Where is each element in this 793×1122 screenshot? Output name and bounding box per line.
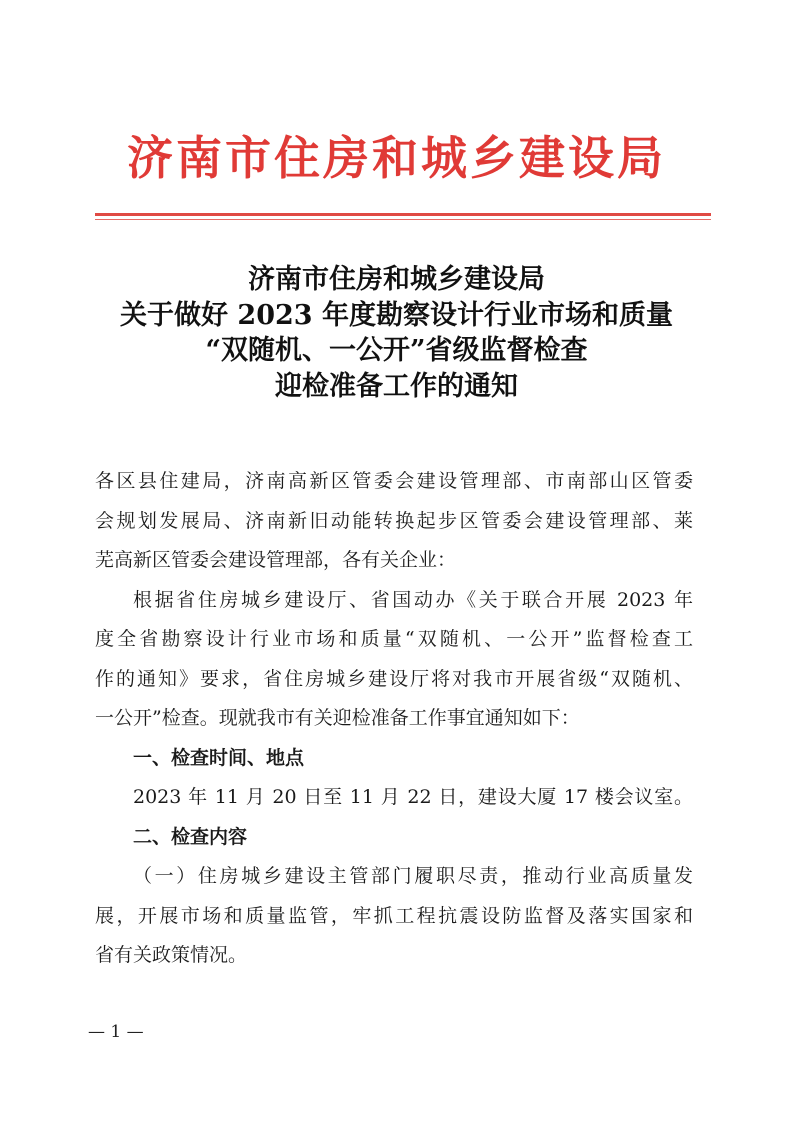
title-line: “双随机、一公开”省级监督检查 <box>205 335 588 366</box>
document-body <box>95 462 693 976</box>
title-line: 关于做好 2023 年度勘察设计行业市场和质量 <box>120 299 673 331</box>
section-text: 2023 年 11 月 20 日至 11 月 22 日，建设大厦 17 楼会议室。 <box>133 786 693 808</box>
recipients-line: 会规划发展局、济南新旧动能转换起步区管委会建设管理部、莱 <box>95 509 693 532</box>
section-item-line: （一）住房城乡建设主管部门履职尽责，推动行业高质量发 <box>133 865 693 887</box>
section-heading: 二、检查内容 <box>133 825 248 848</box>
title-line: 迎检准备工作的通知 <box>275 370 518 402</box>
intro-line: 根据省住房城乡建设厅、省国动办《关于联合开展 2023 年 <box>133 588 693 611</box>
section-heading: 一、检查时间、地点 <box>133 746 305 769</box>
section-item-line: 展，开展市场和质量监管，牢抓工程抗震设防监督及落实国家和 <box>95 904 693 927</box>
page-number: — 1 — <box>88 1022 144 1042</box>
document-title <box>40 262 753 404</box>
letterhead-rule-thin <box>95 219 711 220</box>
section-item-line: 省有关政策情况。 <box>95 944 248 966</box>
intro-line: 度全省勘察设计行业市场和质量“双随机、一公开”监督检查工 <box>95 628 693 650</box>
letterhead-rule-thick <box>95 213 711 216</box>
intro-line: 作的通知》要求，省住房城乡建设厅将对我市开展省级“双随机、 <box>95 667 693 690</box>
recipients-line: 各区县住建局，济南高新区管委会建设管理部、市南部山区管委 <box>95 470 693 492</box>
intro-line: 一公开”检查。现就我市有关迎检准备工作事宜通知如下： <box>95 707 580 729</box>
recipients-line: 芜高新区管委会建设管理部，各有关企业： <box>95 549 457 571</box>
letterhead-title: 济南市住房和城乡建设局 <box>127 131 666 185</box>
title-line: 济南市住房和城乡建设局 <box>248 264 545 295</box>
